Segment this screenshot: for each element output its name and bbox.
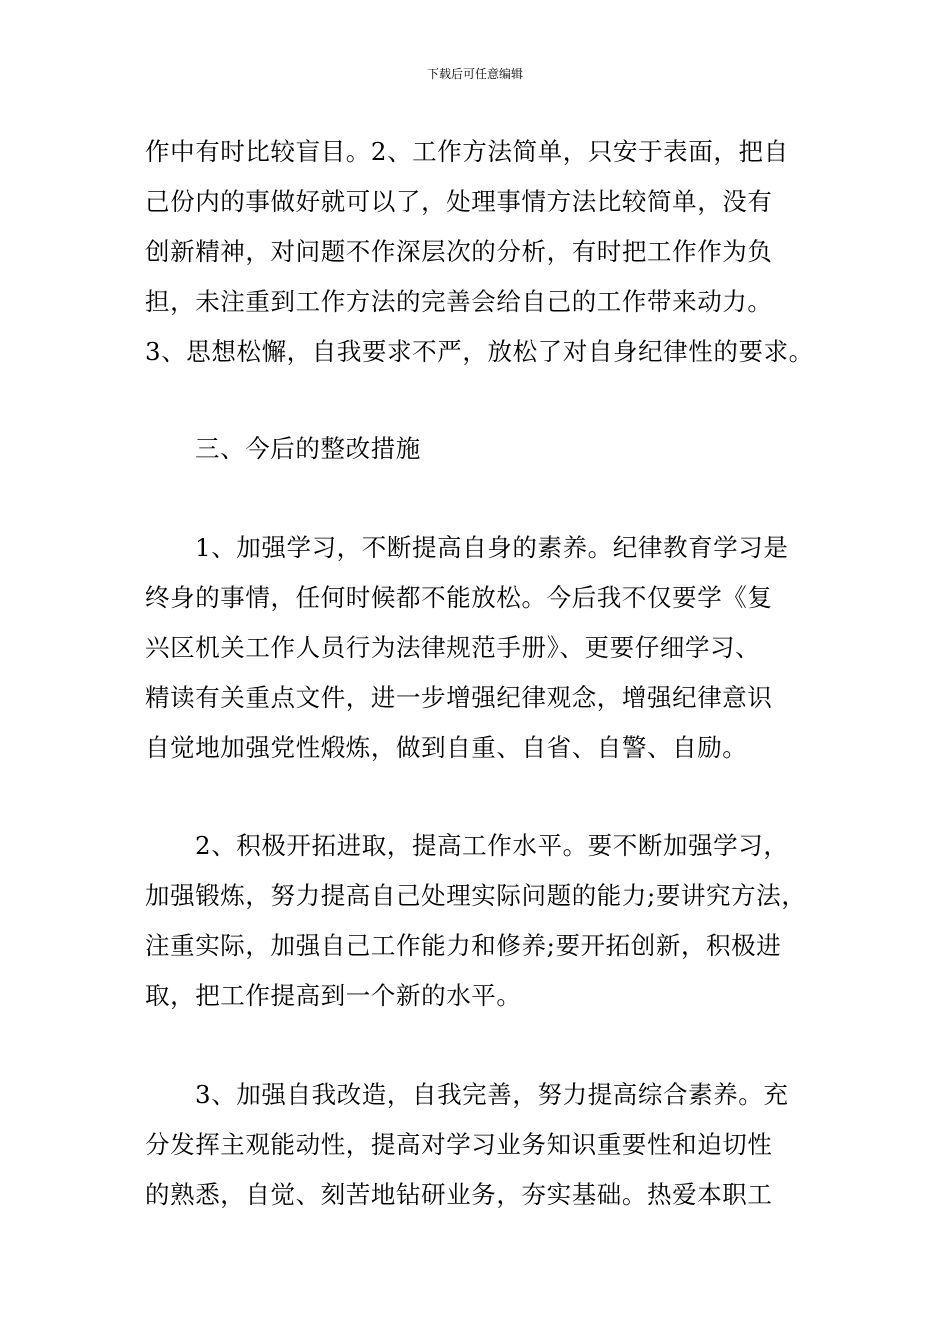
body-line: 注重实际，加强自己工作能力和修养;要开拓创新，积极进 <box>145 931 782 960</box>
body-line: 加强锻炼，努力提高自己处理实际问题的能力;要讲究方法， <box>145 881 807 910</box>
body-line: 作中有时比较盲目。2、工作方法简单，只安于表面，把自 <box>145 137 789 166</box>
body-line: 己份内的事做好就可以了，处理事情方法比较简单，没有 <box>145 187 773 216</box>
body-line: 1、加强学习，不断提高自身的素养。纪律教育学习是 <box>195 533 789 562</box>
body-line: 取，把工作提高到一个新的水平。 <box>145 981 522 1010</box>
body-line: 2、积极开拓进取，提高工作水平。要不断加强学习， <box>195 831 789 860</box>
body-line: 终身的事情，任何时候都不能放松。今后我不仅要学《复 <box>145 583 773 612</box>
body-line: 担，未注重到工作方法的完善会给自己的工作带来动力。 <box>145 287 773 316</box>
page-header: 下载后可任意编辑 <box>426 67 523 81</box>
body-line: 创新精神，对问题不作深层次的分析，有时把工作作为负 <box>145 237 773 266</box>
body-line: 3、思想松懈，自我要求不严，放松了对自身纪律性的要求。 <box>145 337 814 366</box>
body-line: 的熟悉，自觉、刻苦地钻研业务，夯实基础。热爱本职工 <box>145 1180 773 1209</box>
body-line: 自觉地加强党性煅炼，做到自重、自省、自警、自励。 <box>145 733 748 762</box>
body-line: 3、加强自我改造，自我完善，努力提高综合素养。充 <box>195 1080 789 1109</box>
body-line: 精读有关重点文件，进一步增强纪律观念，增强纪律意识 <box>145 683 773 712</box>
body-line: 兴区机关工作人员行为法律规范手册》、更要仔细学习、 <box>145 633 761 662</box>
body-line: 分发挥主观能动性，提高对学习业务知识重要性和迫切性 <box>145 1130 773 1159</box>
section-heading: 三、今后的整改措施 <box>195 434 421 463</box>
